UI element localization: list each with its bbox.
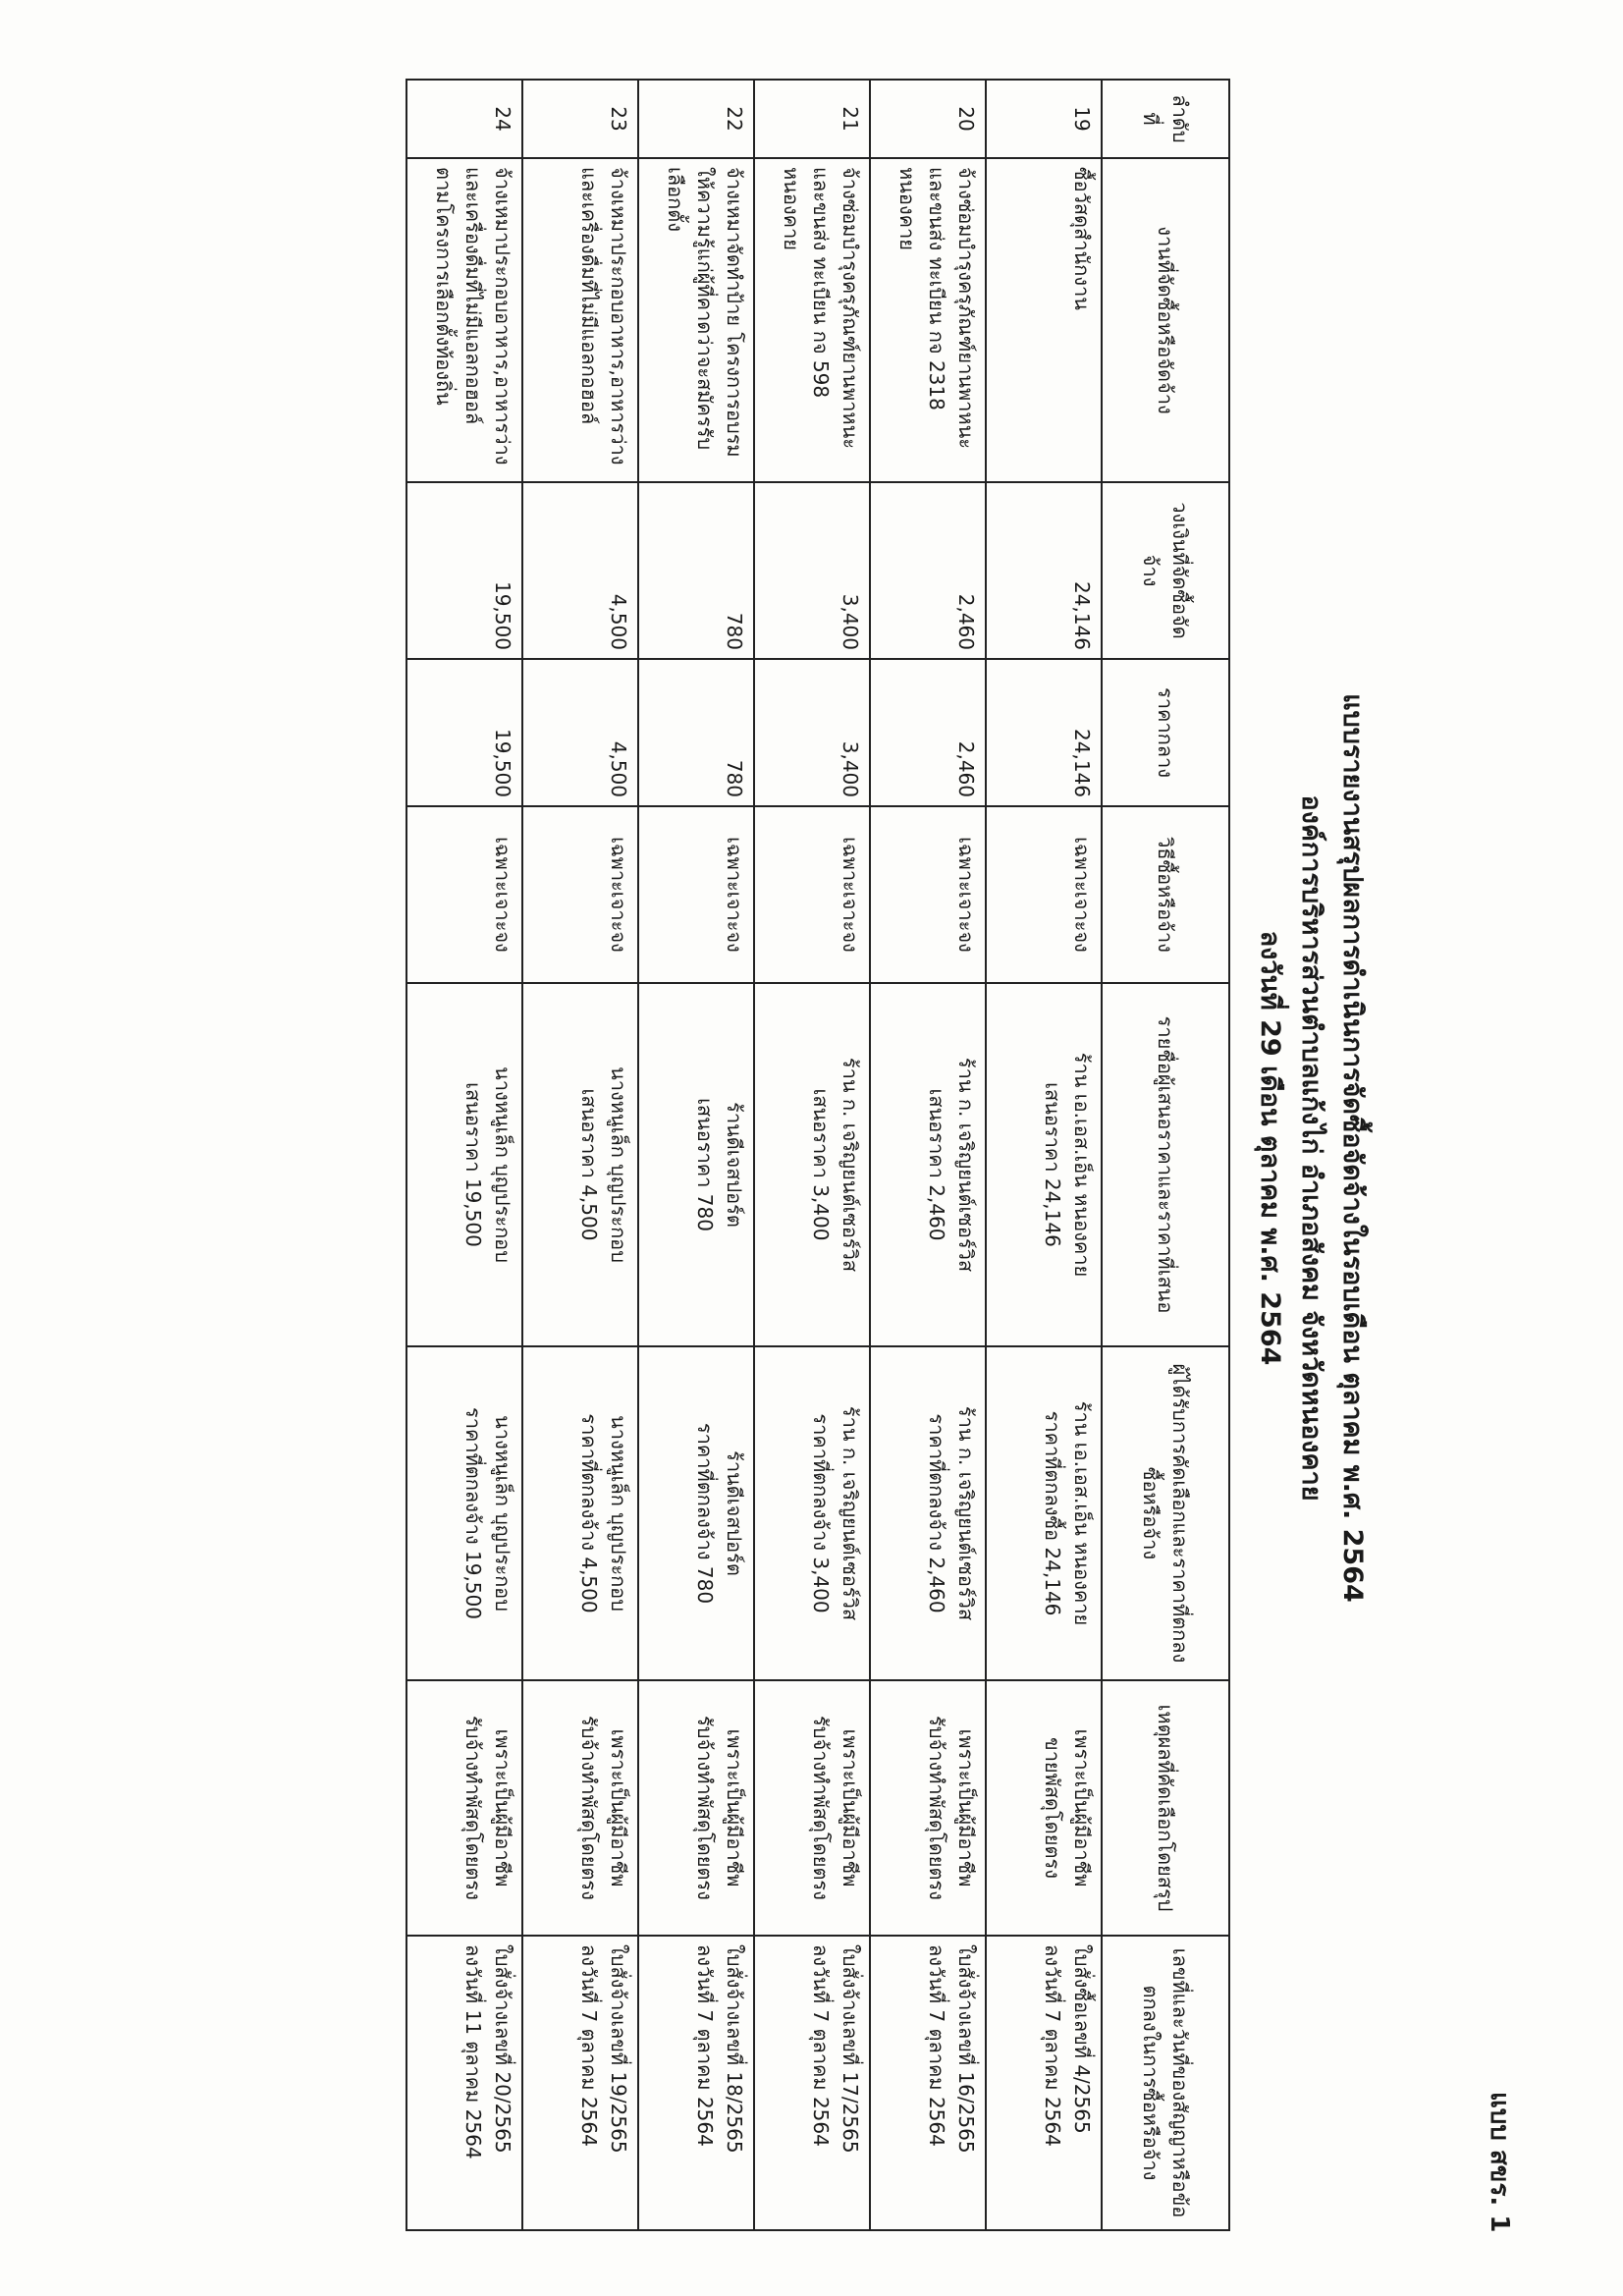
cell-contract-line: ใบสั่งซื้อเลขที่ 4/2565 <box>1070 1944 1094 2134</box>
cell-bidders <box>870 983 986 1346</box>
cell-reason-line: รับจ้างทำพัสดุโดยตรง <box>577 1716 601 1900</box>
header-method: วิธีซื้อหรือจ้าง <box>1102 806 1229 983</box>
cell-reason-line: เพราะเป็นผู้มีอาชีพ <box>723 1728 746 1887</box>
cell-item-line: และเครื่องดื่มที่ไม่มีแอลกอฮอล์ <box>577 167 601 425</box>
procurement-table <box>406 79 1230 2231</box>
cell-no: 20 <box>870 80 986 158</box>
table-header-row <box>1102 80 1229 2230</box>
cell-bidders-line: เสนอราคา 780 <box>693 1098 717 1231</box>
cell-reason-line: รับจ้างทำพัสดุโดยตรง <box>693 1716 717 1900</box>
cell-item-line: ให้ความรู้แก่ผู้ที่คาดว่าจะสมัครรับ <box>693 167 717 451</box>
cell-method: เฉพาะเจาะจง <box>406 806 522 983</box>
table-row <box>406 80 522 2230</box>
report-date-line: ลงวันที่ 29 เดือน ตุลาคม พ.ศ. 2564 <box>1255 930 1285 1366</box>
cell-winner-line: ร้าน ก. เจริญยนต์เซอร์วิส <box>839 1405 862 1621</box>
cell-contract-line: ลงวันที่ 7 ตุลาคม 2564 <box>1041 1944 1064 2147</box>
cell-winner-line: ราคาที่ตกลงจ้าง 4,500 <box>577 1413 601 1613</box>
cell-median-price: 3,400 <box>754 659 870 806</box>
cell-item-line: ตามโครงการเลือกตั้งท้องถิ่น <box>432 167 456 406</box>
cell-bidders <box>754 983 870 1346</box>
cell-reason-line: รับจ้างทำพัสดุโดยตรง <box>461 1716 485 1900</box>
cell-method: เฉพาะเจาะจง <box>522 806 638 983</box>
cell-item-line: หนองคาย <box>780 167 803 250</box>
header-no: ลำดับที่ <box>1102 80 1229 158</box>
cell-item-line: จ้างซ่อมบำรุงครุภัณฑ์ยานพาหนะ <box>839 167 862 450</box>
cell-item-line: จ้างเหมาจัดทำป้าย โครงการอบรม <box>723 167 746 458</box>
cell-winner <box>638 1346 754 1680</box>
table-row <box>754 80 870 2230</box>
cell-reason <box>870 1680 986 1936</box>
cell-method: เฉพาะเจาะจง <box>986 806 1102 983</box>
cell-median-price: 2,460 <box>870 659 986 806</box>
cell-no: 24 <box>406 80 522 158</box>
cell-median-price: 4,500 <box>522 659 638 806</box>
header-reason: เหตุผลที่คัดเลือกโดยสรุป <box>1102 1680 1229 1936</box>
header-bidders: รายชื่อผู้เสนอราคาและราคาที่เสนอ <box>1102 983 1229 1346</box>
cell-no: 22 <box>638 80 754 158</box>
cell-method: เฉพาะเจาะจง <box>754 806 870 983</box>
cell-winner-line: ราคาที่ตกลงจ้าง 3,400 <box>809 1413 833 1613</box>
cell-reason-line: เพราะเป็นผู้มีอาชีพ <box>954 1728 978 1887</box>
cell-reason <box>522 1680 638 1936</box>
cell-winner-line: ร้าน เอ.เอส.เอ็น หนองคาย <box>1070 1400 1094 1626</box>
cell-contract-line: ลงวันที่ 7 ตุลาคม 2564 <box>577 1944 601 2147</box>
cell-budget: 2,460 <box>870 482 986 659</box>
cell-winner-line: นางหนูเล็ก บุญประกอบ <box>491 1415 514 1612</box>
cell-bidders-line: นางหนูเล็ก บุญประกอบ <box>491 1066 514 1263</box>
report-title-block <box>1249 0 1373 2296</box>
table-row <box>638 80 754 2230</box>
cell-bidders-line: เสนอราคา 2,460 <box>925 1088 948 1241</box>
cell-reason-line: รับจ้างทำพัสดุโดยตรง <box>809 1716 833 1900</box>
header-item: งานที่จัดซื้อหรือจัดจ้าง <box>1102 158 1229 482</box>
cell-winner <box>754 1346 870 1680</box>
table-row <box>522 80 638 2230</box>
cell-contract <box>406 1936 522 2230</box>
header-winner: ผู้ได้รับการคัดเลือกและราคาที่ตกลงซื้อหรือจ้าง <box>1102 1346 1229 1680</box>
cell-winner-line: ราคาที่ตกลงซื้อ 24,146 <box>1041 1410 1064 1616</box>
cell-winner-line: นางหนูเล็ก บุญประกอบ <box>607 1415 630 1612</box>
cell-reason <box>986 1680 1102 1936</box>
cell-winner-line: ราคาที่ตกลงจ้าง 780 <box>693 1422 717 1605</box>
cell-item-line: เลือกตั้ง <box>664 167 687 232</box>
cell-contract <box>986 1936 1102 2230</box>
cell-item-line: ซื้อวัสดุสำนักงาน <box>1070 167 1094 310</box>
cell-item-line: และขนส่ง ทะเบียน กจ 2318 <box>925 167 948 410</box>
cell-bidders <box>522 983 638 1346</box>
cell-budget: 780 <box>638 482 754 659</box>
cell-item <box>638 158 754 482</box>
cell-item-line: จ้างเหมาประกอบอาหาร,อาหารว่าง <box>607 167 630 465</box>
cell-reason-line: เพราะเป็นผู้มีอาชีพ <box>607 1728 630 1887</box>
cell-reason <box>638 1680 754 1936</box>
cell-bidders-line: เสนอราคา 3,400 <box>809 1088 833 1241</box>
cell-item-line: จ้างซ่อมบำรุงครุภัณฑ์ยานพาหนะ <box>954 167 978 450</box>
cell-bidders-line: ร้าน ก. เจริญยนต์เซอร์วิส <box>839 1057 862 1273</box>
cell-no: 19 <box>986 80 1102 158</box>
cell-reason-line: เพราะเป็นผู้มีอาชีพ <box>491 1728 514 1887</box>
cell-bidders-line: ร้าน ก. เจริญยนต์เซอร์วิส <box>954 1057 978 1273</box>
cell-method: เฉพาะเจาะจง <box>638 806 754 983</box>
cell-reason <box>406 1680 522 1936</box>
cell-contract-line: ลงวันที่ 7 ตุลาคม 2564 <box>809 1944 833 2147</box>
cell-item <box>754 158 870 482</box>
cell-contract <box>638 1936 754 2230</box>
cell-budget: 4,500 <box>522 482 638 659</box>
cell-bidders-line: ร้าน เอ.เอส.เอ็น หนองคาย <box>1070 1052 1094 1278</box>
cell-budget: 3,400 <box>754 482 870 659</box>
cell-item <box>406 158 522 482</box>
cell-item <box>986 158 1102 482</box>
cell-item <box>870 158 986 482</box>
form-code: แบบ สขร. 1 <box>1485 2092 1514 2233</box>
cell-contract <box>522 1936 638 2230</box>
header-budget: วงเงินที่จัดซื้อจัดจ้าง <box>1102 482 1229 659</box>
cell-bidders <box>986 983 1102 1346</box>
cell-bidders-line: เสนอราคา 19,500 <box>461 1082 485 1247</box>
cell-bidders <box>406 983 522 1346</box>
cell-winner <box>522 1346 638 1680</box>
cell-reason-line: รับจ้างทำพัสดุโดยตรง <box>925 1716 948 1900</box>
cell-winner-line: ร้าน ก. เจริญยนต์เซอร์วิส <box>954 1405 978 1621</box>
cell-contract <box>754 1936 870 2230</box>
cell-reason <box>754 1680 870 1936</box>
cell-median-price: 24,146 <box>986 659 1102 806</box>
cell-contract-line: ใบสั่งจ้างเลขที่ 19/2565 <box>607 1944 630 2154</box>
cell-bidders <box>638 983 754 1346</box>
cell-budget: 24,146 <box>986 482 1102 659</box>
header-median-price: ราคากลาง <box>1102 659 1229 806</box>
cell-contract-line: ใบสั่งจ้างเลขที่ 16/2565 <box>954 1944 978 2154</box>
cell-method: เฉพาะเจาะจง <box>870 806 986 983</box>
cell-median-price: 19,500 <box>406 659 522 806</box>
cell-item <box>522 158 638 482</box>
cell-budget: 19,500 <box>406 482 522 659</box>
cell-reason-line: เพราะเป็นผู้มีอาชีพ <box>839 1728 862 1887</box>
cell-contract-line: ลงวันที่ 11 ตุลาคม 2564 <box>461 1944 485 2159</box>
cell-median-price: 780 <box>638 659 754 806</box>
cell-item-line: และขนส่ง ทะเบียน กจ 598 <box>809 167 833 399</box>
organization-line: องค์การบริหารส่วนตำบลแก้งไก่ อำเภอสังคม จังหวัดหนองคาย <box>1296 794 1326 1502</box>
table-row <box>986 80 1102 2230</box>
cell-contract-line: ลงวันที่ 7 ตุลาคม 2564 <box>693 1944 717 2147</box>
cell-no: 23 <box>522 80 638 158</box>
cell-reason-line: ขายพัสดุโดยตรง <box>1041 1737 1064 1879</box>
table-body <box>406 80 1102 2230</box>
cell-contract <box>870 1936 986 2230</box>
cell-winner <box>870 1346 986 1680</box>
cell-bidders-line: นางหนูเล็ก บุญประกอบ <box>607 1066 630 1263</box>
cell-contract-line: ลงวันที่ 7 ตุลาคม 2564 <box>925 1944 948 2147</box>
cell-bidders-line: ร้านดีเจสปอร์ต <box>723 1102 746 1228</box>
report-title: แบบรายงานสรุปผลการดำเนินการจัดซื้อจัดจ้างในรอบเดือน ตุลาคม พ.ศ. 2564 <box>1337 693 1368 1603</box>
table-row <box>870 80 986 2230</box>
cell-item-line: หนองคาย <box>895 167 919 250</box>
cell-item-line: และเครื่องดื่มที่ไม่มีแอลกอฮอล์ <box>461 167 485 425</box>
cell-winner-line: ร้านดีเจสปอร์ต <box>723 1450 746 1576</box>
cell-winner <box>406 1346 522 1680</box>
header-contract: เลขที่และวันที่ของสัญญาหรือข้อตกลงในการซื้อหรือจ้าง <box>1102 1936 1229 2230</box>
cell-contract-line: ใบสั่งจ้างเลขที่ 18/2565 <box>723 1944 746 2154</box>
cell-item-line: จ้างเหมาประกอบอาหาร,อาหารว่าง <box>491 167 514 465</box>
cell-contract-line: ใบสั่งจ้างเลขที่ 17/2565 <box>839 1944 862 2154</box>
cell-winner <box>986 1346 1102 1680</box>
cell-bidders-line: เสนอราคา 4,500 <box>577 1088 601 1241</box>
cell-winner-line: ราคาที่ตกลงจ้าง 19,500 <box>461 1407 485 1619</box>
cell-reason-line: เพราะเป็นผู้มีอาชีพ <box>1070 1728 1094 1887</box>
cell-winner-line: ราคาที่ตกลงจ้าง 2,460 <box>925 1413 948 1613</box>
cell-bidders-line: เสนอราคา 24,146 <box>1041 1082 1064 1247</box>
cell-contract-line: ใบสั่งจ้างเลขที่ 20/2565 <box>491 1944 514 2154</box>
cell-no: 21 <box>754 80 870 158</box>
